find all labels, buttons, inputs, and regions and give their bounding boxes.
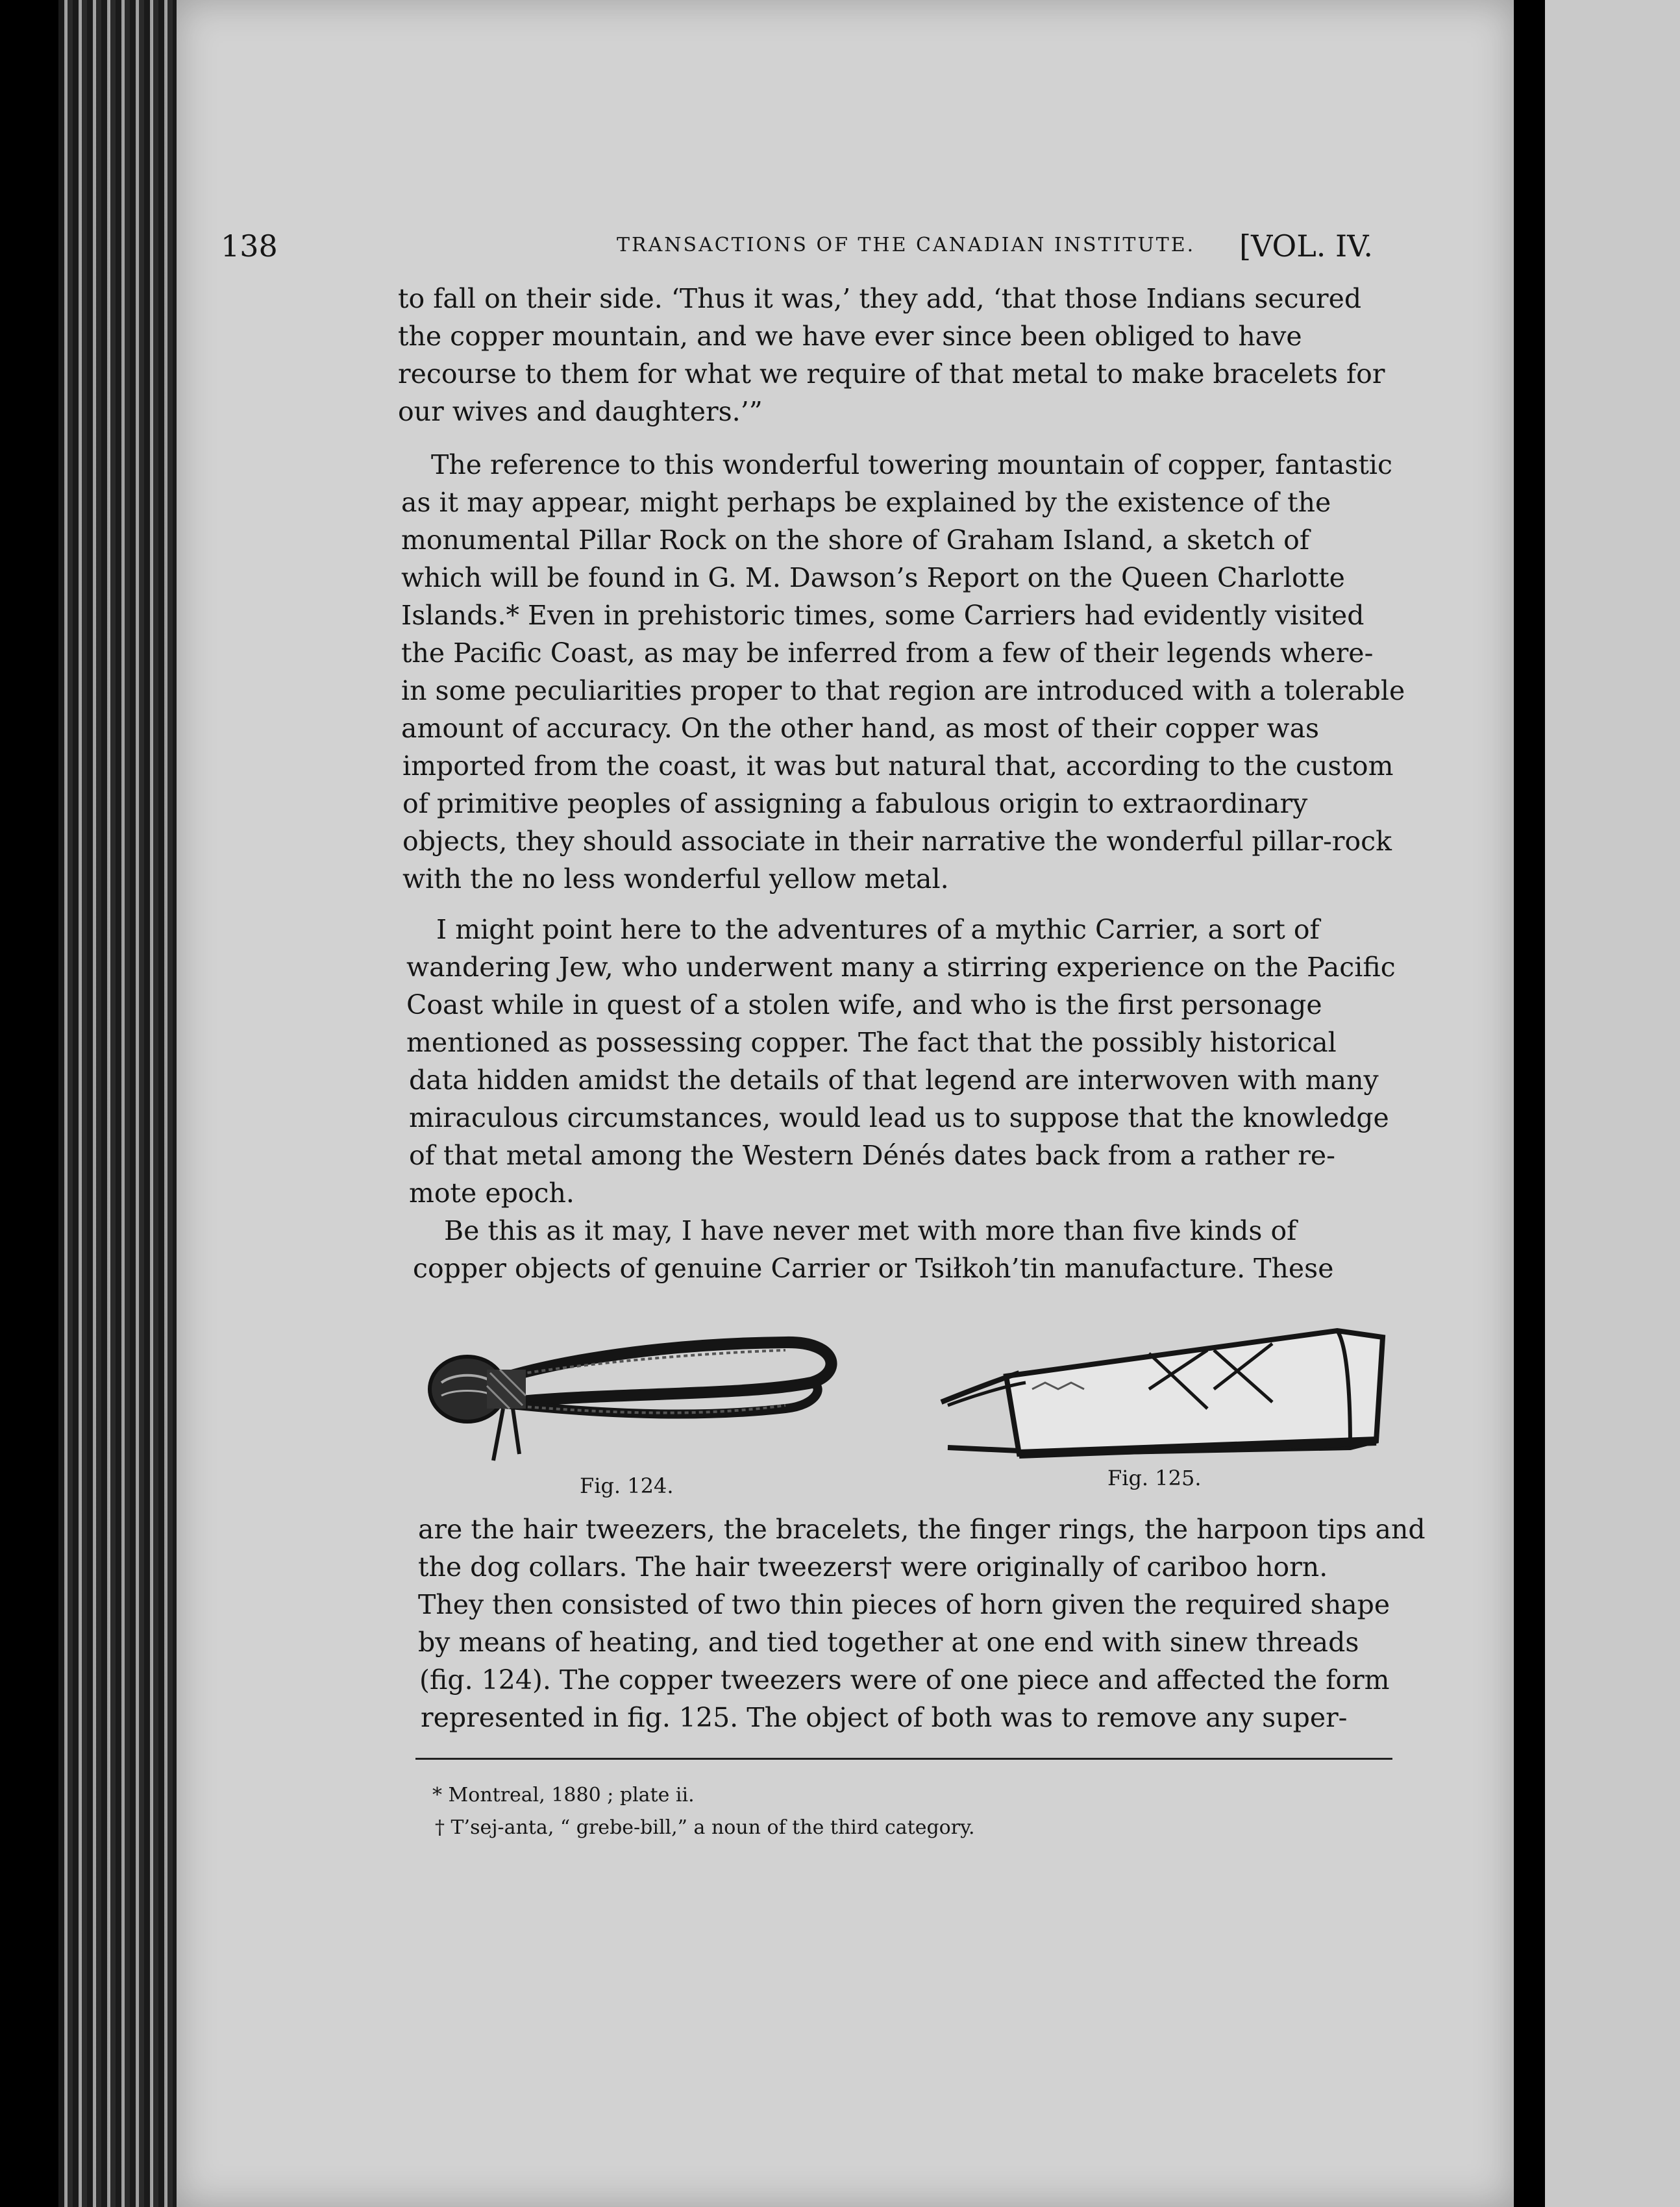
text-line: imported from the coast, it was but natural that, according to the custom xyxy=(402,750,1394,782)
text-line: are the hair tweezers, the bracelets, the finger rings, the harpoon tips and xyxy=(418,1514,1426,1545)
running-head xyxy=(221,228,1373,267)
text-line: with the no less wonderful yellow metal. xyxy=(402,863,949,894)
text-line: copper objects of genuine Carrier or Tsiłkoh’tin manufacture. These xyxy=(413,1253,1334,1284)
footnote-rule xyxy=(415,1758,1392,1760)
text-line: mentioned as possessing copper. The fact that the possibly historical xyxy=(406,1027,1337,1058)
journal-title: TRANSACTIONS OF THE CANADIAN INSTITUTE. xyxy=(617,234,1196,256)
text-line: objects, they should associate in their narrative the wonderful pillar-rock xyxy=(402,826,1392,857)
text-line: amount of accuracy. On the other hand, as most of their copper was xyxy=(401,713,1320,744)
figure-124-tweezers xyxy=(422,1324,850,1473)
text-line: (fig. 124). The copper tweezers were of one piece and affected the form xyxy=(419,1664,1390,1695)
text-line: which will be found in G. M. Dawson’s Report on the Queen Charlotte xyxy=(401,562,1345,593)
figure-124-caption: Fig. 124. xyxy=(580,1473,674,1498)
text-line: recourse to them for what we require of that metal to make bracelets for xyxy=(398,358,1385,389)
footnote: * Montreal, 1880 ; plate ii. xyxy=(432,1784,695,1806)
text-line: Coast while in quest of a stolen wife, and who is the first personage xyxy=(406,989,1322,1020)
text-line: The reference to this wonderful towering mountain of copper, fantastic xyxy=(431,449,1392,480)
footnote: † T’sej-anta, “ grebe-bill,” a noun of the third category. xyxy=(435,1816,975,1839)
text-line: of primitive peoples of assigning a fabulous origin to extraordinary xyxy=(402,788,1308,819)
text-line: They then consisted of two thin pieces of horn given the required shape xyxy=(418,1589,1390,1620)
text-line: the Pacific Coast, as may be inferred from a few of their legends where- xyxy=(401,637,1374,669)
facing-page-strip xyxy=(1545,0,1680,2207)
text-line: our wives and daughters.’” xyxy=(398,396,763,427)
text-line: Be this as it may, I have never met with more than five kinds of xyxy=(444,1215,1297,1246)
text-line: of that metal among the Western Dénés dates back from a rather re- xyxy=(409,1140,1335,1171)
text-line: the copper mountain, and we have ever since been obliged to have xyxy=(398,321,1302,352)
text-line: mote epoch. xyxy=(409,1177,574,1209)
book-page-edges xyxy=(58,0,182,2207)
text-line: the dog collars. The hair tweezers† were originally of cariboo horn. xyxy=(418,1551,1328,1583)
text-line: in some peculiarities proper to that region are introduced with a tolerable xyxy=(401,675,1405,706)
text-line: as it may appear, might perhaps be explained by the existence of the xyxy=(401,487,1331,518)
text-line: Islands.* Even in prehistoric times, some Carriers had evidently visited xyxy=(401,600,1365,631)
text-line: I might point here to the adventures of a mythic Carrier, a sort of xyxy=(436,914,1320,945)
figure-125-caption: Fig. 125. xyxy=(1107,1466,1202,1490)
page-number: 138 xyxy=(221,228,278,264)
text-line: wandering Jew, who underwent many a stirring experience on the Pacific xyxy=(406,952,1396,983)
text-line: data hidden amidst the details of that legend are interwoven with many xyxy=(409,1065,1379,1096)
text-line: monumental Pillar Rock on the shore of Graham Island, a sketch of xyxy=(401,524,1310,556)
text-line: represented in fig. 125. The object of both was to remove any super- xyxy=(421,1702,1348,1733)
text-line: to fall on their side. ‘Thus it was,’ they add, ‘that those Indians secured xyxy=(398,283,1362,314)
figure-125-tweezers xyxy=(935,1324,1389,1467)
text-line: by means of heating, and tied together at one end with sinew threads xyxy=(418,1627,1359,1658)
text-line: miraculous circumstances, would lead us to suppose that the knowledge xyxy=(409,1102,1389,1133)
volume-label: [VOL. IV. xyxy=(1239,228,1373,264)
